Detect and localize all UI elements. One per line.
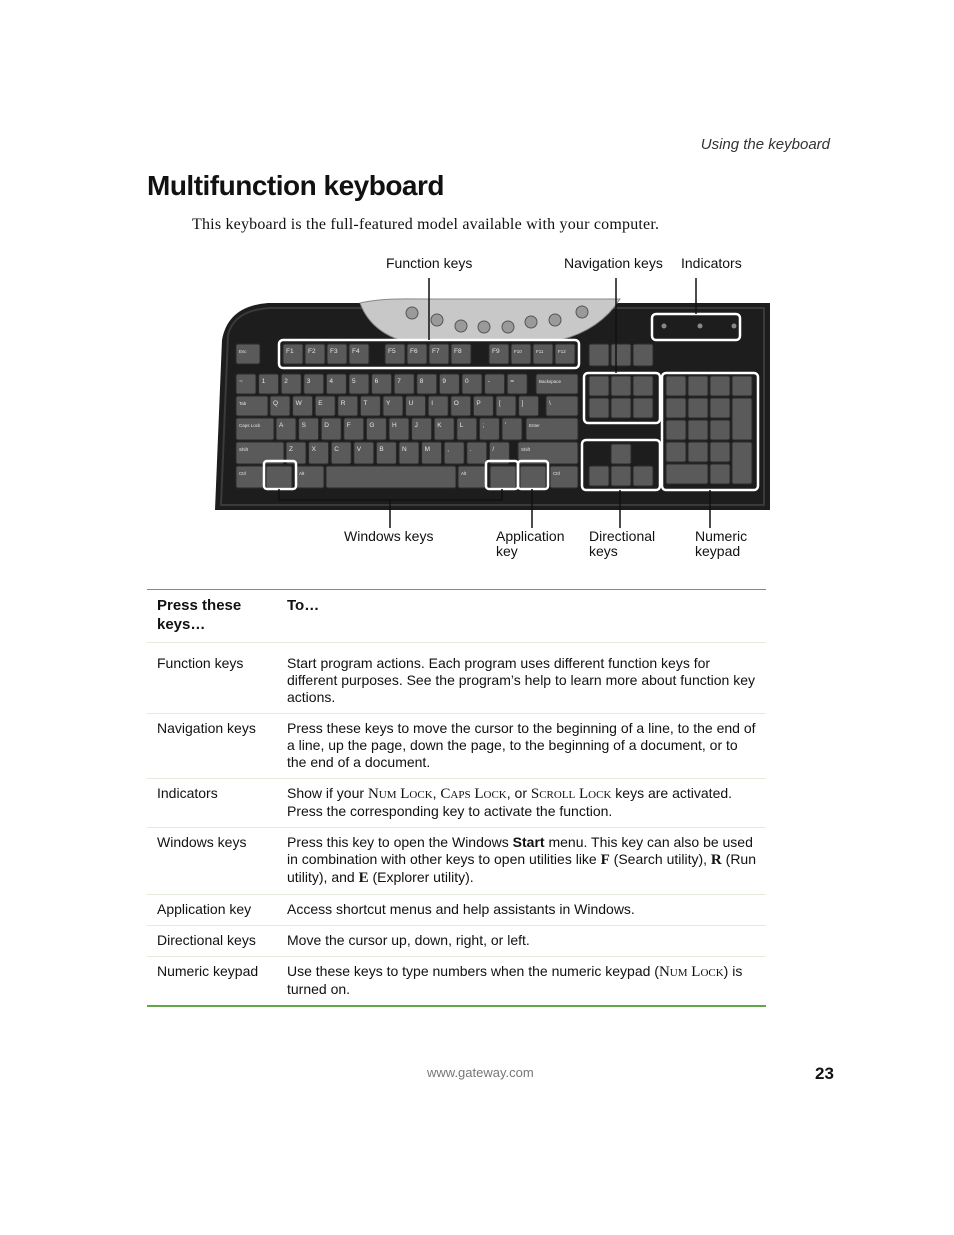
row-key: Numeric keypad bbox=[147, 957, 277, 1007]
e-key: E bbox=[358, 870, 369, 886]
label-navigation-keys: Navigation keys bbox=[564, 255, 663, 271]
key-legend: F bbox=[346, 422, 351, 429]
num-lock-key: Num Lock bbox=[367, 786, 433, 802]
key-legend: ~ bbox=[239, 378, 243, 385]
header-keys: Press these keys… bbox=[157, 597, 242, 633]
esc-key bbox=[236, 344, 260, 364]
system-key bbox=[589, 344, 609, 366]
arrow-key bbox=[633, 466, 653, 486]
key-legend: 0 bbox=[465, 378, 469, 385]
key-legend: F6 bbox=[410, 348, 418, 355]
key-legend: Q bbox=[273, 400, 279, 407]
key-legend: 4 bbox=[329, 378, 334, 385]
system-key bbox=[611, 344, 631, 366]
keyboard-illustration bbox=[0, 0, 954, 600]
numpad-key bbox=[666, 420, 686, 440]
space-key bbox=[326, 466, 456, 488]
key-legend: B bbox=[379, 446, 384, 453]
media-button bbox=[455, 320, 467, 332]
key-legend: Esc bbox=[239, 349, 247, 354]
label-directional-keys-line1: Directional bbox=[589, 528, 656, 544]
footer-url: www.gateway.com bbox=[427, 1065, 534, 1080]
table-row bbox=[147, 828, 766, 895]
numpad-key bbox=[710, 464, 730, 484]
key-legend: Shift bbox=[239, 447, 249, 452]
desc-text: , or bbox=[506, 785, 531, 801]
desc-text: keys are activated. Press the corresponding key to activate the function. bbox=[287, 785, 733, 819]
arrow-key bbox=[589, 466, 609, 486]
key-legend: 1 bbox=[261, 378, 266, 385]
numpad-plus-key bbox=[732, 398, 752, 440]
key-function-table bbox=[147, 589, 766, 1007]
desc-text: (Run utility), and bbox=[287, 851, 756, 885]
key-legend: N bbox=[402, 446, 407, 453]
indicator-light bbox=[698, 324, 703, 329]
desc-text: (Search utility), bbox=[609, 851, 711, 867]
function-key bbox=[555, 344, 575, 364]
key-legend: F4 bbox=[352, 348, 360, 355]
key-legend: - bbox=[487, 378, 490, 385]
key-legend: Caps Lock bbox=[239, 423, 261, 428]
intro-paragraph: This keyboard is the full-featured model available with your computer. bbox=[192, 216, 660, 233]
row-key: Windows keys bbox=[147, 828, 277, 895]
key-legend: ] bbox=[521, 400, 524, 407]
r-key: R bbox=[710, 852, 722, 868]
arrow-key bbox=[611, 444, 631, 464]
key-legend: Ctrl bbox=[553, 471, 560, 476]
row-desc: Access shortcut menus and help assistants in Windows. bbox=[277, 895, 766, 926]
media-button bbox=[576, 306, 588, 318]
numpad-key bbox=[710, 376, 730, 396]
numpad-key bbox=[688, 420, 708, 440]
numpad-key bbox=[688, 442, 708, 462]
row-key: Navigation keys bbox=[147, 714, 277, 779]
enter-key bbox=[526, 418, 578, 440]
key-legend: Shift bbox=[521, 447, 531, 452]
numpad-key bbox=[732, 376, 752, 396]
key-legend: 2 bbox=[284, 378, 288, 385]
key-legend: . bbox=[469, 446, 472, 453]
function-key bbox=[533, 344, 553, 364]
row-desc: Press these keys to move the cursor to the beginning of a line, to the end of a line, up the page, down the page, to the beginning of a document, or to the end of a document. bbox=[277, 714, 766, 779]
key-legend: O bbox=[453, 400, 459, 407]
key-legend: / bbox=[492, 446, 495, 453]
label-function-keys: Function keys bbox=[386, 255, 473, 271]
desc-text: menu. This key can also be used in combination with other keys to open utilities like bbox=[287, 834, 753, 867]
key-legend: Tab bbox=[239, 401, 247, 406]
row-key: Directional keys bbox=[147, 926, 277, 957]
key-legend: F11 bbox=[536, 349, 544, 354]
key-legend: R bbox=[340, 400, 346, 407]
numpad-key bbox=[666, 376, 686, 396]
media-button bbox=[502, 321, 514, 333]
label-numeric-keypad-line1: Numeric bbox=[695, 528, 748, 544]
key-legend: 7 bbox=[397, 378, 401, 385]
application-key bbox=[520, 466, 546, 488]
key-legend: Alt bbox=[299, 471, 305, 476]
key-legend: H bbox=[392, 422, 397, 429]
label-numeric-keypad-line2: keypad bbox=[695, 543, 741, 559]
caps-lock-key bbox=[236, 418, 274, 440]
windows-key bbox=[490, 466, 516, 488]
numpad-key bbox=[710, 442, 730, 462]
key-legend: , bbox=[447, 446, 450, 453]
key-legend: E bbox=[318, 400, 323, 407]
label-application-key-line2: key bbox=[496, 543, 518, 559]
arrow-key bbox=[611, 466, 631, 486]
key-legend: F3 bbox=[330, 348, 338, 355]
key-legend: Ctrl bbox=[239, 471, 246, 476]
desc-text: Show if your bbox=[287, 785, 368, 801]
windows-key bbox=[266, 466, 292, 488]
caps-lock-key: Caps Lock bbox=[440, 786, 507, 802]
running-head: Using the keyboard bbox=[700, 136, 830, 153]
indicator-light bbox=[732, 324, 737, 329]
key-legend: S bbox=[301, 422, 306, 429]
key-legend: \ bbox=[549, 400, 551, 407]
key-legend: F9 bbox=[492, 348, 500, 355]
key-legend: X bbox=[311, 446, 316, 453]
num-lock-key: Num Lock bbox=[658, 964, 724, 980]
key-legend: F1 bbox=[286, 348, 294, 355]
numpad-key bbox=[666, 398, 686, 418]
numpad-key bbox=[666, 442, 686, 462]
table-row bbox=[147, 957, 766, 1007]
start-menu-word: Start bbox=[512, 834, 545, 850]
key-legend: 8 bbox=[419, 378, 424, 385]
key-legend: F8 bbox=[454, 348, 462, 355]
key-legend: Z bbox=[289, 446, 293, 453]
key-legend: = bbox=[510, 378, 514, 385]
key-legend: F2 bbox=[308, 348, 316, 355]
key-legend: K bbox=[437, 422, 442, 429]
key-legend: C bbox=[334, 446, 339, 453]
f-key: F bbox=[600, 852, 610, 868]
row-desc bbox=[277, 828, 766, 895]
key-legend: I bbox=[431, 400, 434, 407]
key-legend: D bbox=[324, 422, 329, 429]
numpad-key bbox=[688, 376, 708, 396]
key-legend: Alt bbox=[461, 471, 467, 476]
media-button bbox=[525, 316, 537, 328]
key-legend: J bbox=[414, 422, 418, 429]
label-windows-keys: Windows keys bbox=[344, 528, 434, 544]
desc-text: , bbox=[432, 785, 441, 801]
key-legend: Y bbox=[386, 400, 391, 407]
table-row bbox=[147, 926, 766, 957]
navigation-key bbox=[633, 376, 653, 396]
numpad-key bbox=[710, 398, 730, 418]
key-legend: A bbox=[279, 422, 284, 429]
numpad-key bbox=[688, 398, 708, 418]
navigation-key bbox=[589, 398, 609, 418]
key-legend: G bbox=[369, 422, 375, 429]
label-application-key-line1: Application bbox=[496, 528, 565, 544]
ctrl-key bbox=[550, 466, 578, 488]
key-legend: 6 bbox=[374, 378, 379, 385]
header-action: To… bbox=[287, 597, 320, 614]
system-key bbox=[633, 344, 653, 366]
row-desc bbox=[277, 779, 766, 828]
row-key: Application key bbox=[147, 895, 277, 926]
key-legend: F12 bbox=[558, 349, 566, 354]
table-row bbox=[147, 714, 766, 779]
ctrl-key bbox=[236, 466, 264, 488]
alt-key bbox=[296, 466, 324, 488]
key-legend: F10 bbox=[514, 349, 522, 354]
media-button bbox=[549, 314, 561, 326]
desc-text: ) is turned on. bbox=[287, 963, 743, 997]
label-directional-keys-line2: keys bbox=[589, 543, 618, 559]
scroll-lock-key: Scroll Lock bbox=[530, 786, 612, 802]
desc-text: Press this key to open the Windows bbox=[287, 834, 513, 850]
key-legend: P bbox=[476, 400, 481, 407]
key-legend: F7 bbox=[432, 348, 440, 355]
tab-key bbox=[236, 396, 268, 416]
page-number: 23 bbox=[815, 1064, 834, 1083]
key-legend: [ bbox=[499, 400, 501, 407]
media-button bbox=[478, 321, 490, 333]
table-header-row bbox=[147, 590, 766, 643]
key-legend: W bbox=[295, 400, 302, 407]
row-desc bbox=[277, 957, 766, 1007]
label-indicators: Indicators bbox=[681, 255, 742, 271]
function-key bbox=[511, 344, 531, 364]
table-row bbox=[147, 643, 766, 714]
navigation-key bbox=[589, 376, 609, 396]
page-title: Multifunction keyboard bbox=[147, 170, 444, 201]
key-legend: ; bbox=[482, 422, 485, 429]
navigation-key bbox=[633, 398, 653, 418]
navigation-key bbox=[611, 398, 631, 418]
row-key: Function keys bbox=[147, 643, 277, 714]
backspace-key bbox=[536, 374, 578, 394]
navigation-key bbox=[611, 376, 631, 396]
table-row bbox=[147, 779, 766, 828]
numpad-key bbox=[710, 420, 730, 440]
alt-key bbox=[458, 466, 486, 488]
key-legend: 3 bbox=[306, 378, 311, 385]
row-desc: Move the cursor up, down, right, or left. bbox=[277, 926, 766, 957]
desc-text: Use these keys to type numbers when the numeric keypad ( bbox=[287, 963, 659, 979]
key-legend: Backspace bbox=[539, 379, 562, 384]
key-legend: V bbox=[356, 446, 362, 453]
numpad-enter-key bbox=[732, 442, 752, 484]
key-legend: ' bbox=[505, 422, 507, 429]
media-button bbox=[431, 314, 443, 326]
row-desc: Start program actions. Each program uses different function keys for different purposes. See the program’s help to learn more about function key actions. bbox=[277, 643, 766, 714]
numpad-zero-key bbox=[666, 464, 708, 484]
key-legend: 9 bbox=[442, 378, 447, 385]
key-legend: T bbox=[363, 400, 368, 407]
indicator-light bbox=[662, 324, 667, 329]
row-key: Indicators bbox=[147, 779, 277, 828]
key-legend: 5 bbox=[352, 378, 356, 385]
key-legend: F5 bbox=[388, 348, 396, 355]
desc-text: (Explorer utility). bbox=[368, 869, 474, 885]
media-button bbox=[406, 307, 418, 319]
table-row bbox=[147, 895, 766, 926]
key-legend: M bbox=[424, 446, 431, 453]
key-legend: L bbox=[459, 422, 464, 429]
key-legend: Enter bbox=[529, 423, 540, 428]
key-legend: U bbox=[408, 400, 414, 407]
